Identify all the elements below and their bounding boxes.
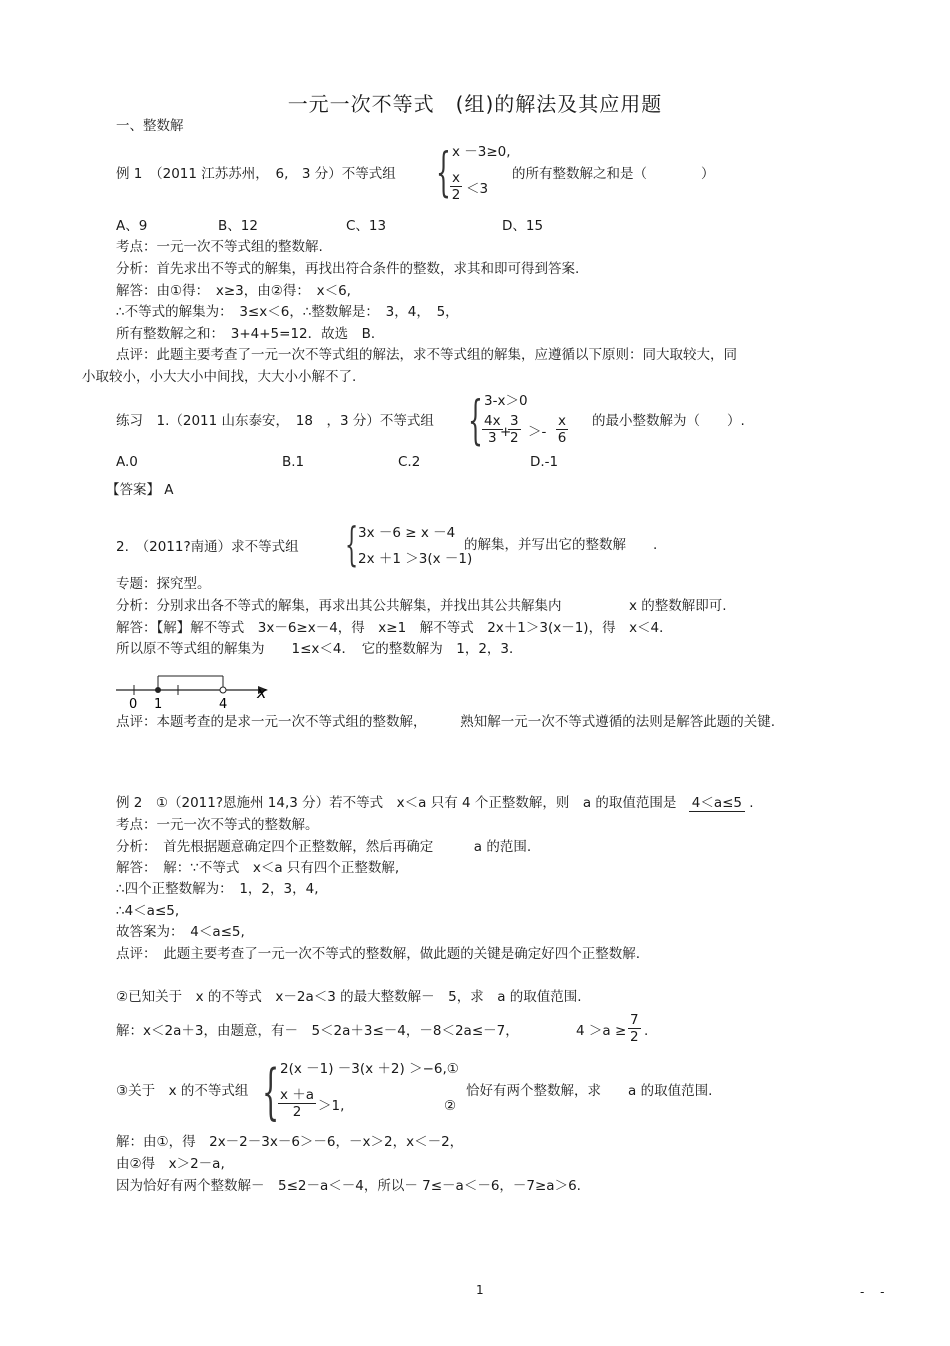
ex2-q3-solution-2: 由②得 x＞2－a,	[116, 1156, 225, 1172]
prac1-option-c: C.2	[398, 454, 421, 470]
ex2-question-3-prefix: ③关于 x 的不等式组	[116, 1083, 249, 1099]
ex2-line1-prefix: 例 2 ①（2011?恩施州 14,3 分）若不等式 x＜a 只有 4 个正整数解，则 a 的取值范围是	[116, 795, 677, 811]
ex1-dianping-1: 点评：此题主要考查了一元一次不等式组的解法，求不等式组的解集，应遵循以下原则：同大取较大，同	[116, 347, 737, 363]
ex2-question-2-fraction	[628, 1012, 641, 1045]
page-number: 1	[476, 1283, 484, 1297]
ex2-q3-solution-3: 因为恰好有两个整数解－ 5≤2－a＜－4，所以－ 7≤－a＜－6，－7≥a＞6.	[116, 1178, 581, 1194]
ex1-jieda-3: 所有整数解之和： 3+4+5=12．故选 B．	[116, 326, 385, 342]
ex2-q3-system-line1: 2(x －1) －3(x ＋2) ＞−6,①	[280, 1061, 459, 1077]
prac1-option-b: B.1	[282, 454, 305, 470]
ex2-question-3-suffix: 恰好有两个整数解，求 a 的取值范围.	[466, 1083, 713, 1099]
prac1-brace: {	[468, 391, 483, 451]
ex2-q3-solution-1: 解：由①，得 2x－2－3x－6＞－6，－x＞2，x＜－2，	[116, 1134, 464, 1150]
ex1-kaodian: 考点：一元一次不等式组的整数解.	[116, 239, 323, 255]
prac1-system-line1: 3-x＞0	[484, 393, 528, 409]
prac2-prefix: 2. （2011?南通）求不等式组	[116, 539, 299, 555]
prac1-frac-3	[556, 413, 568, 446]
prac2-fenxi: 分析：分别求出各不等式的解集，再求出其公共解集，并找出其公共解集内 x 的整数解即可.	[116, 598, 727, 614]
prac2-suffix: 的解集，并写出它的整数解 .	[464, 537, 658, 553]
ex2-fenxi: 分析： 首先根据题意确定四个正整数解，然后再确定 a 的范围.	[116, 839, 532, 855]
label-x: x	[257, 683, 267, 702]
ex1-frac-den: 2	[451, 187, 461, 203]
ex2-jieda-4: 故答案为： 4＜a≤5,	[116, 924, 245, 940]
ex2-q3-brace: {	[262, 1057, 280, 1127]
ex1-suffix: 的所有整数解之和是（ ）	[512, 166, 715, 182]
corner-mark: - -	[860, 1285, 891, 1299]
ex2-line1-suffix: .	[749, 795, 754, 811]
prac2-zhuanti: 专题：探究型。	[116, 576, 211, 592]
ex1-prefix: 例 1 （2011 江苏苏州， 6, 3 分）不等式组	[116, 166, 396, 182]
prac1-frac-1-den: 3	[488, 430, 497, 446]
prac1-option-a: A.0	[116, 454, 138, 470]
prac1-plus: +	[500, 424, 512, 440]
prac2-jieda-2: 所以原不等式组的解集为 1≤x＜4． 它的整数解为 1，2，3．	[116, 641, 523, 657]
ex1-option-c: C、13	[346, 218, 387, 234]
ex2-dianping: 点评： 此题主要考查了一元一次不等式的整数解，做此题的关键是确定好四个正整数解.	[116, 946, 641, 962]
ex1-brace: {	[436, 143, 451, 203]
ex2-q2-frac-num: 7	[630, 1012, 639, 1028]
label-1: 1	[154, 697, 163, 712]
ex2-jieda-3: ∴4＜a≤5,	[116, 903, 180, 919]
point-1-closed	[155, 687, 161, 693]
ex2-q3-system-line2-rest: ＞1,	[318, 1098, 345, 1114]
prac1-answer: 【答案】 A	[106, 482, 174, 498]
label-0: 0	[129, 697, 138, 712]
ex1-option-b: B、12	[218, 218, 258, 234]
prac1-prefix: 练习 1.（2011 山东泰安， 18 ，3 分）不等式组	[116, 413, 434, 429]
prac2-system-line1: 3x －6 ≥ x －4	[358, 525, 456, 541]
ex1-frac-num: x	[452, 170, 460, 186]
ex1-jieda-1: 解答：由①得： x≥3，由②得： x＜6,	[116, 283, 351, 299]
label-4: 4	[219, 697, 228, 712]
prac2-system-line2: 2x ＋1 ＞3(x －1)	[358, 551, 473, 567]
prac2-dianping: 点评：本题考查的是求一元一次不等式组的整数解， 熟知解一元一次不等式遵循的法则是解答此题的关键.	[116, 714, 776, 730]
page-title: 一元一次不等式 (组)的解法及其应用题	[287, 92, 663, 116]
ex2-question-2-tail: 4 ＞a ≥	[576, 1023, 627, 1039]
ex2-line1	[116, 794, 754, 812]
ex2-question-2: ②已知关于 x 的不等式 x－2a＜3 的最大整数解－ 5，求 a 的取值范围.	[116, 989, 582, 1005]
prac1-frac-2-num: 3	[510, 413, 519, 429]
ex2-jieda-2: ∴四个正整数解为： 1，2，3，4,	[116, 881, 319, 897]
ex2-kaodian: 考点：一元一次不等式的整数解。	[116, 817, 319, 833]
prac1-gt: ＞-	[528, 424, 547, 440]
ex2-q2-period: .	[644, 1023, 649, 1039]
ex1-option-a: A、9	[116, 218, 148, 234]
ex1-system-fraction	[450, 170, 462, 203]
ex2-q2-frac-den: 2	[630, 1029, 639, 1045]
ex1-jieda-2: ∴不等式的解集为： 3≤x＜6，∴整数解是： 3，4， 5，	[116, 304, 459, 320]
ex2-answer-underlined: 4＜a≤5	[689, 795, 745, 812]
ex1-system-line1: x －3≥0,	[452, 144, 511, 160]
prac1-frac-3-den: 6	[557, 430, 567, 446]
ex2-q3-circle-2: ②	[444, 1098, 457, 1114]
section-heading: 一、整数解	[116, 118, 184, 134]
ex2-jieda-1: 解答： 解：∵不等式 x＜a 只有四个正整数解,	[116, 860, 400, 876]
ex1-option-d: D、15	[502, 218, 544, 234]
prac1-suffix: 的最小整数解为（ ）.	[592, 413, 745, 429]
prac2-jieda-1: 解答：【解】解不等式 3x－6≥x－4，得 x≥1 解不等式 2x＋1＞3(x－1)，得 x＜4．	[116, 620, 673, 636]
number-line-diagram	[112, 668, 282, 712]
ex2-q3-frac-num: x ＋a	[280, 1087, 315, 1103]
prac1-frac-2-den: 2	[510, 430, 519, 446]
ex2-question-2-solution: 解：x＜2a＋3，由题意，有－ 5＜2a＋3≤－4，－8＜2a≤－7，	[116, 1023, 519, 1039]
prac1-frac-1-num: 4x	[484, 413, 501, 429]
prac2-brace: {	[345, 517, 359, 571]
prac1-frac-2	[508, 413, 521, 446]
ex1-system-line2-rest: ＜3	[466, 181, 489, 197]
prac1-option-d: D.-1	[530, 454, 559, 470]
ex1-dianping-2: 小取较小，小大大小中间找，大大小小解不了.	[82, 369, 357, 385]
ex2-q3-fraction	[278, 1087, 316, 1120]
prac1-frac-3-num: x	[558, 413, 566, 429]
point-4-open	[220, 687, 226, 693]
ex1-fenxi: 分析：首先求出不等式的解集，再找出符合条件的整数，求其和即可得到答案.	[116, 261, 580, 277]
ex2-q3-frac-den: 2	[292, 1104, 302, 1120]
